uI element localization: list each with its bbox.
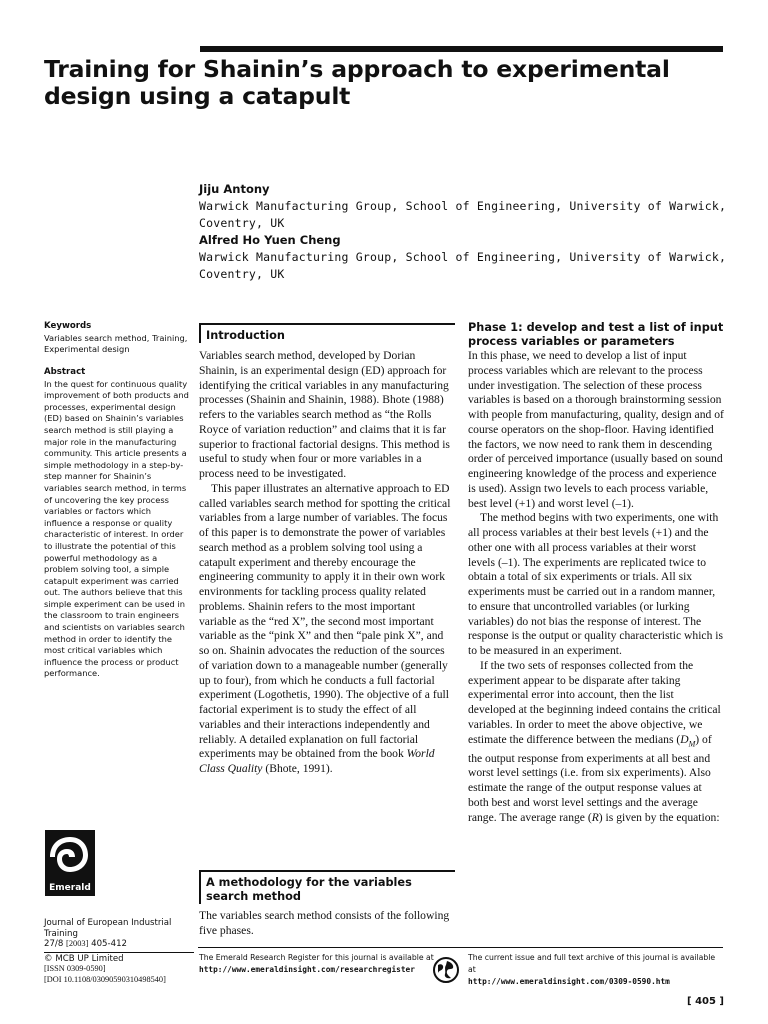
abstract-text: In the quest for continuous quality improvement of both products and processes, experimental design (ED) based on Shainin’s variables search method is still playing a major role in the manufacturing community. This article presents a simple methodology in a step-by-step manner for Shainin’s variables search method, in terms of uncovering the key process variables or factors which influence a response or quality characteristic of interest. In order to illustrate the potential of this powerful methodology as a problem solving tool, a simple catapult experiment was carried out. The authors believe that this simple experiment can be used in the classroom to train engineers and scientists on variables search method in order to identify the most critical variables which influence the process or product performance. [44,378,189,679]
globe-icon [432,956,460,984]
emerald-logo [45,830,95,896]
section-heading-phase1: Phase 1: develop and test a list of input process variables or parameters [468,321,724,348]
journal-doi: [DOI 10.1108/03090590310498540] [44,974,166,984]
paragraph [199,482,455,777]
journal-year: [2003] [66,939,89,949]
paragraph-text: (Bhote, 1991). [262,762,333,775]
journal-archive-link[interactable]: http://www.emeraldinsight.com/0309-0590.htm [468,977,670,986]
book-title: World Class Quality [199,747,435,775]
keywords-block [44,321,189,356]
column-right [468,321,724,825]
author-name: Alfred Ho Yuen Cheng [199,233,341,247]
abstract-heading: Abstract [44,367,86,377]
median-subscript: M [688,738,696,748]
paragraph: Variables search method, developed by Dorian Shainin, is an experimental design (ED) approach for identifying the critical variables in any manufacturing processes (Shainin and Shainin, 1988). Bhote (1988) refers to the variables search method as “the Rolls Royce of variation reduction” and claims that it is far superior to fractional factorial designs. This method is useful to study when four or more variables in a process need to be investigated. [199,349,450,480]
section-heading-methodology: A methodology for the variables search method [199,870,455,904]
emerald-spiral-logo-icon [45,830,95,896]
footer-right-text: The current issue and full text archive of this journal is available at [468,953,716,974]
paragraph-text: If the two sets of responses collected from the experiment appear to be disparate after taking experimental error into account, then the list developed at the beginning indeed contains the critical variables. In order to meet the above objective, we estimate the difference between the medians ( [468,658,721,746]
author-affiliation: Warwick Manufacturing Group, School of Engineering, University of Warwick, Coventry, UK [199,199,727,230]
journal-issn: [ISSN 0309-0590] [44,964,106,974]
page-number: [ 405 ] [687,996,724,1007]
column-middle [199,323,455,777]
paragraph [468,659,724,826]
paragraph: In this phase, we need to develop a list of input process variables which are relevant to the process under investigation. The selection of these process variables is based on a thorough brainstorming session with people from manufacturing, quality, design and of course operators on the shop-floor. Having identified the factors, we now need to rank them in descending order of perceived importance (usually based on sound engineering knowledge of the process and experience is used). Assign two levels to each process variable, best level (+1) and worst level (–1). [468,349,724,510]
journal-copyright: © MCB UP Limited [44,952,194,965]
paragraph: The method begins with two experiments, one with all process variables at their best levels (+1) and the other one with all process variables at their worst levels (–1). The experiments are replicated twice to obtain a total of six experiments or trials. All six experiments must be carried out in a random manner, to ensure that uncontrolled variables (or lurking variables) do not bias the response of interest. The response is the output or quality characteristic which is to be measured in an experiment. [468,511,723,657]
footer-left-text: The Emerald Research Register for this journal is available at [199,953,434,962]
abstract-block [44,367,189,680]
research-register-link[interactable]: http://www.emeraldinsight.com/researchregister [199,965,415,974]
title-rule [200,46,723,52]
column-middle-bottom [199,870,455,939]
journal-volume: 27/8 [44,939,64,950]
author-name: Jiju Antony [199,182,270,196]
range-symbol: R [591,810,599,824]
journal-pages: 405-412 [91,939,128,950]
journal-issue [44,939,194,950]
journal-info [44,918,194,986]
paragraph-text: This paper illustrates an alternative approach to ED called variables search method for spotting the critical variables from a large number of variables. The focus of this paper is to demonstrate the power of variables search method as a problem solving tool using a catapult experiment and thereby encourage the engineering community to apply it in their own work environments for tackling process quality related problems. Shainin refers to the most important variable as the “red X”, the second most important variable as the “pink X” and then “pale pink X”, and so on. Shainin advocates the reduction of the sources of variation down to a manageable number (generally up to four), from which he conducts a full factorial experiment (Logothetis, 1990). The objective of a full factorial experiment is to study the effect of all variables and their interactions independently and reliably. A detailed explanation on full factorial experiments may be obtained from the book [199,481,451,761]
median-symbol: D [680,732,689,746]
logo-wordmark: Emerald [49,883,91,893]
paragraph: The variables search method consists of the following five phases. [199,909,450,937]
author-block [199,181,729,283]
article-title: Training for Shainin’s approach to experimental design using a catapult [44,55,670,110]
footer-right [468,952,724,988]
footer-left [199,952,434,976]
author-affiliation: Warwick Manufacturing Group, School of Engineering, University of Warwick, Coventry, UK [199,250,727,281]
footer-rule [198,947,723,948]
section-heading-introduction: Introduction [199,323,455,343]
paragraph-text: ) is given by the equation: [598,810,720,824]
journal-name: Journal of European Industrial Training [44,918,172,939]
paragraph-text: ) of the output response from experiments at all best and worst level settings (i.e. from six experiments). Also estimate the range of the output response values at both best and worst level settings and the average range. The average range ( [468,732,712,824]
keywords-heading: Keywords [44,321,92,331]
keywords-text: Variables search method, Training, Experimental design [44,332,188,355]
